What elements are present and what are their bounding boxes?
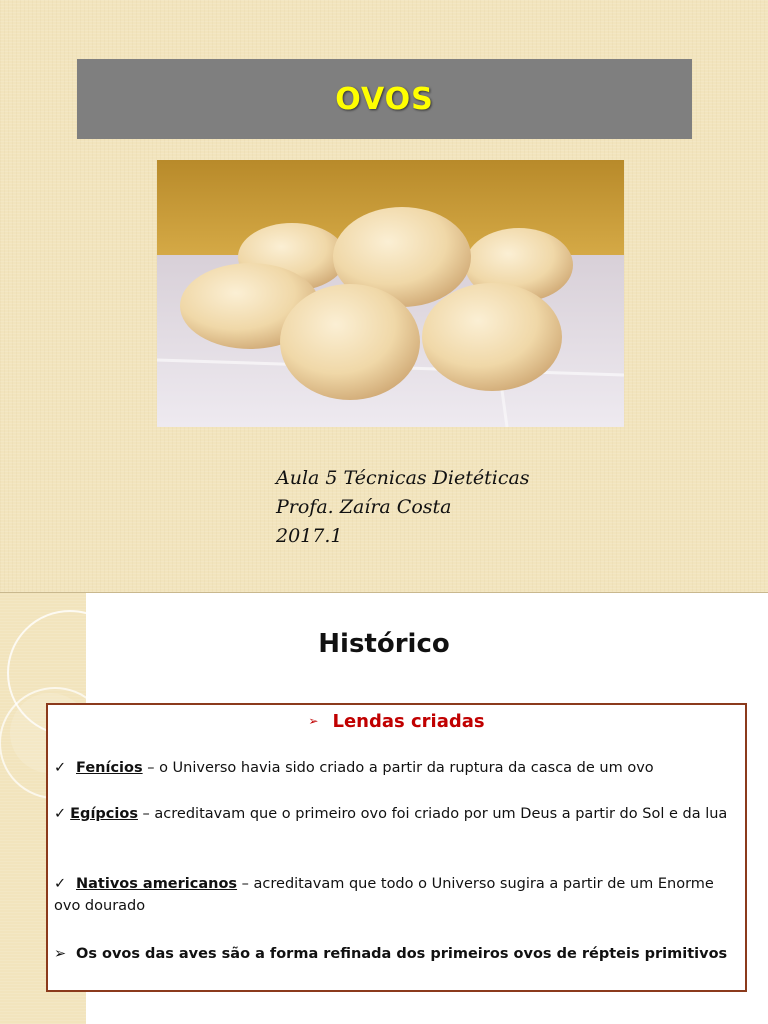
- list-item: [54, 873, 735, 917]
- legends-box: [46, 703, 747, 992]
- title-bar: [77, 59, 692, 139]
- item-text: – acreditavam que todo o Universo sugira a partir de um Enorme ovo dourado: [54, 876, 714, 914]
- semester: 2017.1: [276, 525, 343, 547]
- eggs-photo: [157, 160, 624, 427]
- checkmark-icon: ✓: [54, 760, 67, 776]
- item-term: Fenícios: [76, 760, 143, 776]
- list-item: [54, 943, 735, 965]
- item-term: Egípcios: [70, 806, 138, 822]
- teacher-name: Profa. Zaíra Costa: [276, 496, 452, 518]
- list-item: [54, 803, 735, 825]
- section-title: Histórico: [318, 629, 450, 659]
- checkmark-icon: ✓: [54, 876, 67, 892]
- item-text: – o Universo havia sido criado a partir da ruptura da casca de um ovo: [142, 760, 654, 776]
- list-item: [54, 757, 735, 779]
- slide-title: OVOS: [335, 81, 434, 117]
- lesson-title: Aula 5 Técnicas Dietéticas: [276, 467, 530, 489]
- checkmark-icon: ✓: [54, 806, 67, 822]
- item-text: – acreditavam que o primeiro ovo foi criado por um Deus a partir do Sol e da lua: [137, 806, 728, 822]
- box-heading: ➢ Lendas criadas: [308, 711, 485, 732]
- item-text: Os ovos das aves são a forma refinada dos primeiros ovos de répteis primitivos: [76, 946, 728, 962]
- arrow-bullet-icon: ➢: [308, 714, 319, 728]
- slide-historico: [0, 593, 768, 1024]
- arrow-bullet-icon: ➢: [54, 946, 67, 962]
- item-term: Nativos americanos: [76, 876, 238, 892]
- lesson-info: [276, 464, 530, 551]
